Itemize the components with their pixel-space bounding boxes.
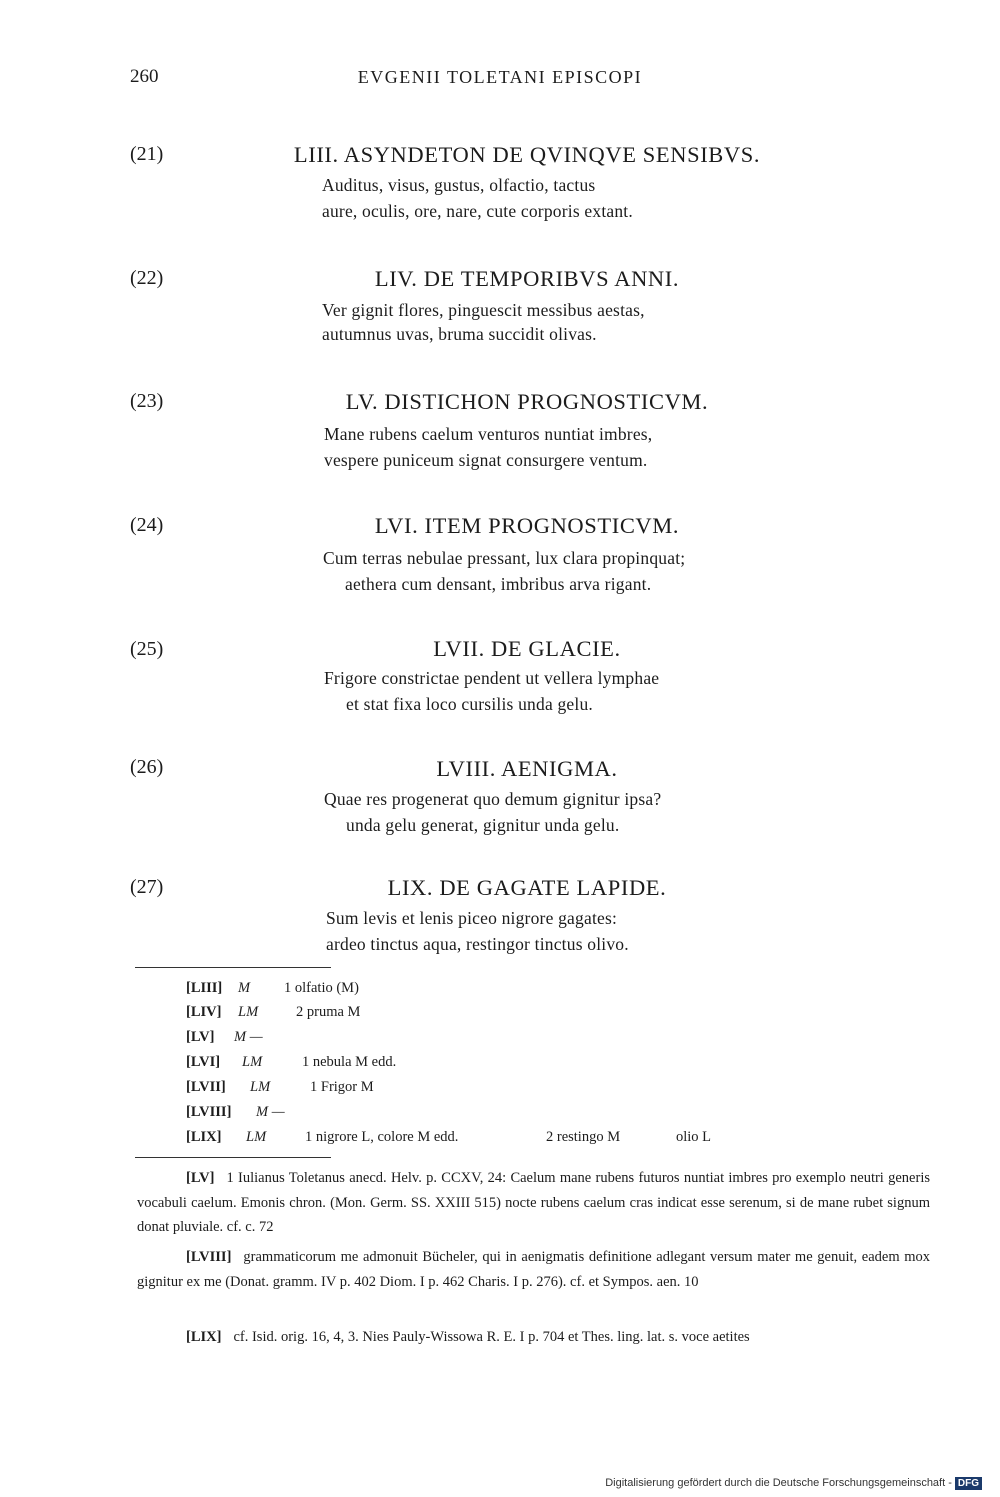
poem-title: LVI. ITEM PROGNOSTICVM.	[374, 513, 680, 538]
note-text: grammaticorum me admonuit Bücheler, qui in aenigmatis definitione adlegant versum mater me genuit, eadem mox gignitur ex me (Donat. gramm. IV p. 402 Diom. I p. 462 Charis. I p. 276). cf. et Sympos. aen. 10	[137, 1249, 930, 1290]
running-title: EVGENII TOLETANI EPISCOPI	[357, 67, 643, 87]
note-text: 1 Iulianus Toletanus anecd. Helv. p. CCXV, 24: Caelum mane rubens futuros nuntiat imbres pro exemplo neutri generis vocabuli caelum. Emonis chron. (Mon. Germ. SS. XXIII 515) nocte rubens caelum cras indicat esse serenum, si de mane rubet signum donat pluviale. cf. c. 72	[137, 1170, 930, 1235]
verse-line: aure, oculis, ore, nare, cute corporis extant.	[322, 201, 633, 221]
dfg-logo: DFG	[955, 1477, 982, 1490]
verse-line: et stat fixa loco cursilis unda gelu.	[346, 694, 593, 714]
apparatus-line	[186, 1129, 711, 1146]
poem-title: LVII. DE GLACIE.	[433, 636, 621, 661]
notes-rule	[135, 1157, 331, 1158]
apparatus-manuscripts: M	[238, 980, 251, 996]
poem-number: (27)	[130, 876, 164, 898]
page-number: 260	[130, 66, 159, 87]
apparatus-line	[186, 1104, 285, 1121]
apparatus-manuscripts: LM	[242, 1054, 263, 1070]
apparatus-siglum: [LVII]	[186, 1079, 226, 1095]
apparatus-manuscripts: M —	[256, 1104, 285, 1120]
apparatus-line	[186, 1079, 374, 1096]
note-paragraph	[137, 1245, 930, 1294]
poem-number: (25)	[130, 638, 164, 660]
note-siglum: [LVIII]	[186, 1249, 232, 1265]
poem-number: (26)	[130, 756, 164, 778]
note-paragraph	[137, 1325, 930, 1350]
poem-title: LV. DISTICHON PROGNOSTICVM.	[345, 389, 709, 414]
apparatus-line	[186, 1029, 263, 1046]
apparatus-siglum: [LIX]	[186, 1129, 222, 1145]
apparatus-siglum: [LV]	[186, 1029, 215, 1045]
verse-line: aethera cum densant, imbribus arva rigant.	[345, 574, 652, 594]
credit-text: Digitalisierung gefördert durch die Deutsche Forschungsgemeinschaft -	[605, 1477, 952, 1489]
note-siglum: [LV]	[186, 1170, 215, 1186]
apparatus-line	[186, 1054, 396, 1071]
verse-line: Cum terras nebulae pressant, lux clara propinquat;	[323, 548, 686, 568]
apparatus-siglum: [LIV]	[186, 1004, 222, 1020]
apparatus-rule	[135, 967, 331, 968]
verse-line: ardeo tinctus aqua, restingor tinctus olivo.	[326, 934, 629, 954]
poem-number: (21)	[130, 143, 164, 165]
poem-title: LVIII. AENIGMA.	[436, 756, 618, 781]
verse-line: autumnus uvas, bruma succidit olivas.	[322, 324, 597, 344]
apparatus-siglum: [LIII]	[186, 980, 223, 996]
verse-line: unda gelu generat, gignitur unda gelu.	[346, 815, 620, 835]
verse-line: Sum levis et lenis piceo nigrore gagates:	[326, 908, 618, 928]
apparatus-note: 2 pruma M	[296, 1004, 361, 1020]
apparatus-manuscripts: M —	[234, 1029, 263, 1045]
apparatus-line	[186, 1004, 360, 1021]
apparatus-note: 2 restingo M	[546, 1129, 621, 1145]
poem-number: (22)	[130, 267, 164, 289]
poem-title: LIII. ASYNDETON DE QVINQVE SENSIBVS.	[293, 142, 761, 167]
verse-line: Quae res progenerat quo demum gignitur ipsa?	[324, 789, 662, 809]
note-text: cf. Isid. orig. 16, 4, 3. Nies Pauly-Wissowa R. E. I p. 704 et Thes. ling. lat. s. voce aetites	[233, 1329, 750, 1345]
verse-line: Auditus, visus, gustus, olfactio, tactus	[322, 175, 596, 195]
verse-line: Ver gignit flores, pinguescit messibus aestas,	[322, 300, 645, 320]
apparatus-manuscripts: LM	[238, 1004, 259, 1020]
apparatus-note: 1 Frigor M	[310, 1079, 374, 1095]
poem-number: (24)	[130, 514, 164, 536]
note-siglum: [LIX]	[186, 1329, 222, 1345]
apparatus-line	[186, 980, 359, 997]
verse-line: Frigore constrictae pendent ut vellera lymphae	[324, 668, 660, 688]
verse-line: vespere puniceum signat consurgere ventum.	[324, 450, 648, 470]
note-paragraph	[137, 1166, 930, 1240]
apparatus-note: 1 nigrore L, colore M edd.	[305, 1129, 459, 1145]
digitization-credit	[605, 1477, 982, 1490]
apparatus-manuscripts: LM	[246, 1129, 267, 1145]
poem-title: LIX. DE GAGATE LAPIDE.	[387, 875, 667, 900]
apparatus-note: olio L	[676, 1129, 712, 1145]
apparatus-note: 1 olfatio (M)	[284, 980, 359, 996]
poem-number: (23)	[130, 390, 164, 412]
apparatus-manuscripts: LM	[250, 1079, 271, 1095]
apparatus-note: 1 nebula M edd.	[302, 1054, 397, 1070]
verse-line: Mane rubens caelum venturos nuntiat imbres,	[324, 424, 653, 444]
apparatus-siglum: [LVIII]	[186, 1104, 232, 1120]
poem-title: LIV. DE TEMPORIBVS ANNI.	[374, 266, 680, 291]
apparatus-siglum: [LVI]	[186, 1054, 221, 1070]
